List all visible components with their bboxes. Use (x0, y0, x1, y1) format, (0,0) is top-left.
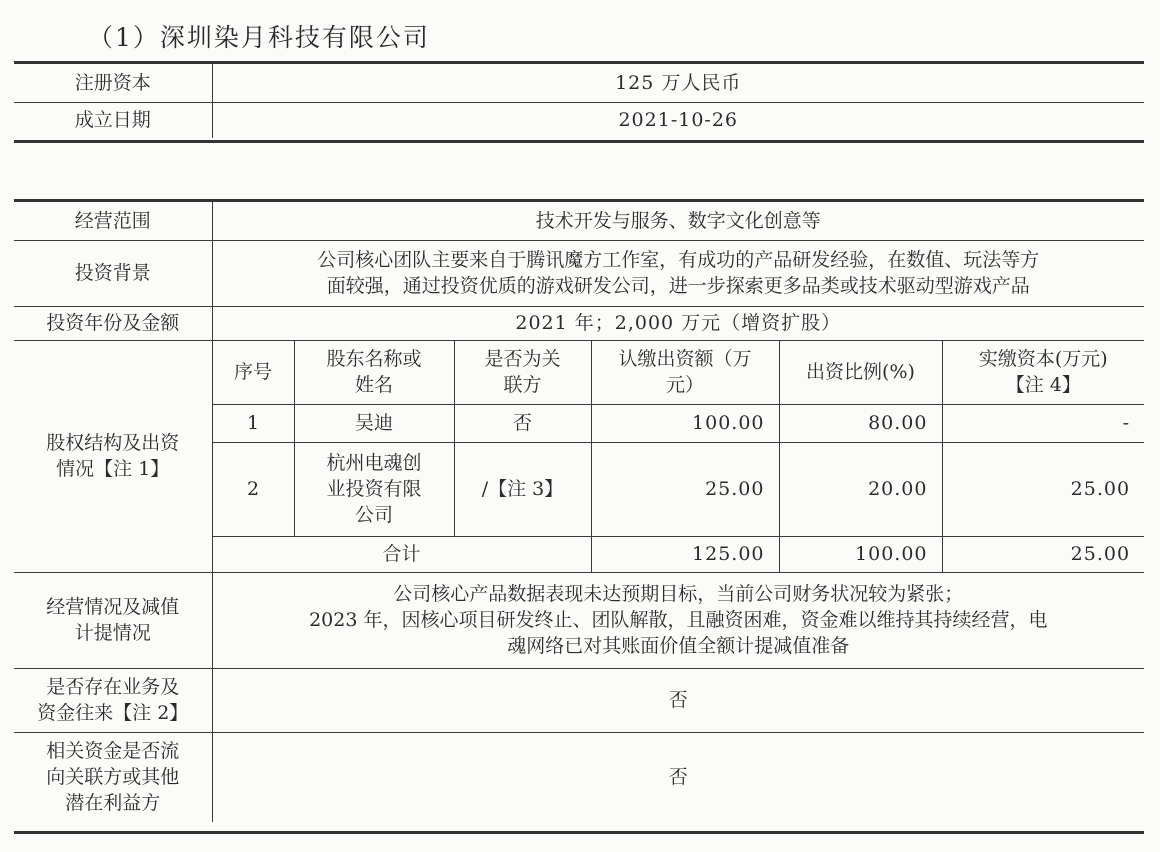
col-header-seq: 序号 (212, 340, 294, 404)
operations-row (14, 572, 1144, 668)
investment-label: 投资年份及金额 (14, 306, 212, 340)
operations-value (212, 572, 1144, 668)
equity-label-line: 情况【注 1】 (56, 458, 170, 480)
found-date-value: 2021-10-26 (212, 102, 1144, 138)
operations-label (14, 572, 212, 668)
header-line: 是否为关 (484, 348, 561, 370)
business-label (14, 668, 212, 732)
row-ratio: 80.00 (779, 404, 942, 442)
background-row (14, 240, 1144, 306)
equity-label (14, 340, 212, 572)
operations-label-line: 计提情况 (74, 622, 151, 644)
col-header-paid (942, 340, 1144, 404)
total-paid: 25.00 (942, 536, 1144, 572)
operations-line: 公司核心产品数据表现未达预期目标，当前公司财务状况较为紧张； (393, 583, 964, 605)
row-seq: 2 (212, 442, 294, 536)
name-line: 业投资有限 (326, 478, 422, 500)
fund-flow-label-line: 潜在利益方 (65, 792, 161, 815)
business-value: 否 (212, 668, 1144, 732)
fund-flow-label-line: 相关资金是否流 (46, 740, 180, 763)
scope-row (14, 202, 1144, 240)
equity-label-line: 股权结构及出资 (46, 432, 180, 454)
total-ratio: 100.00 (779, 536, 942, 572)
bottom-rule-2 (14, 831, 1144, 834)
col-header-subscribed (591, 340, 779, 404)
investment-value: 2021 年；2,000 万元（增资扩股） (212, 306, 1144, 340)
row-paid: 25.00 (942, 442, 1144, 536)
detail-table (14, 202, 1144, 822)
reg-capital-value: 125 万人民币 (212, 64, 1144, 102)
reg-capital-label: 注册资本 (14, 64, 212, 102)
fund-flow-label-line: 向关联方或其他 (46, 766, 180, 789)
header-line: 姓名 (354, 374, 393, 396)
operations-label-line: 经营情况及减值 (46, 596, 180, 618)
row-shareholder-name: 吴迪 (294, 404, 454, 442)
operations-line: 魂网络已对其账面价值全额计提减值准备 (507, 635, 850, 657)
scope-value: 技术开发与服务、数字文化创意等 (212, 202, 1144, 240)
background-line: 面较强，通过投资优质的游戏研发公司，进一步探索更多品类或技术驱动型游戏产品 (326, 275, 1030, 297)
equity-header-row (14, 340, 1144, 404)
reg-capital-row (14, 64, 1144, 102)
business-row (14, 668, 1144, 732)
col-header-ratio: 出资比例(%) (779, 340, 942, 404)
col-header-related (454, 340, 591, 404)
row-related: /【注 3】 (454, 442, 591, 536)
bottom-rule-1 (14, 140, 1144, 143)
background-line: 公司核心团队主要来自于腾讯魔方工作室，有成功的产品研发经验，在数值、玩法等方 (317, 249, 1040, 271)
header-line: 认缴出资额（万 (618, 348, 752, 370)
total-subscribed: 125.00 (591, 536, 779, 572)
row-related: 否 (454, 404, 591, 442)
row-seq: 1 (212, 404, 294, 442)
row-subscribed: 100.00 (591, 404, 779, 442)
fund-flow-row (14, 732, 1144, 822)
basic-info-table (14, 64, 1144, 138)
background-value (212, 240, 1144, 306)
name-line: 杭州电魂创 (326, 452, 422, 474)
row-paid: - (942, 404, 1144, 442)
row-ratio: 20.00 (779, 442, 942, 536)
row-subscribed: 25.00 (591, 442, 779, 536)
found-date-row (14, 102, 1144, 138)
col-header-name (294, 340, 454, 404)
background-label: 投资背景 (14, 240, 212, 306)
fund-flow-value: 否 (212, 732, 1144, 822)
business-label-line: 资金往来【注 2】 (37, 702, 189, 724)
investment-row (14, 306, 1144, 340)
header-line: 联方 (503, 374, 542, 396)
header-line: 股东名称或 (326, 348, 422, 370)
fund-flow-label (14, 732, 212, 822)
header-line: 元） (665, 374, 704, 396)
scope-label: 经营范围 (14, 202, 212, 240)
operations-line: 2023 年，因核心项目研发终止、团队解散，且融资困难，资金难以维持其持续经营，电 (309, 609, 1048, 631)
found-date-label: 成立日期 (14, 102, 212, 138)
row-shareholder-name (294, 442, 454, 536)
header-line: 实缴资本(万元) (978, 348, 1108, 370)
name-line: 公司 (354, 504, 393, 526)
header-line: 【注 4】 (1005, 374, 1081, 396)
total-label: 合计 (212, 536, 591, 572)
section-title: （1）深圳染月科技有限公司 (88, 23, 430, 52)
business-label-line: 是否存在业务及 (46, 676, 180, 698)
